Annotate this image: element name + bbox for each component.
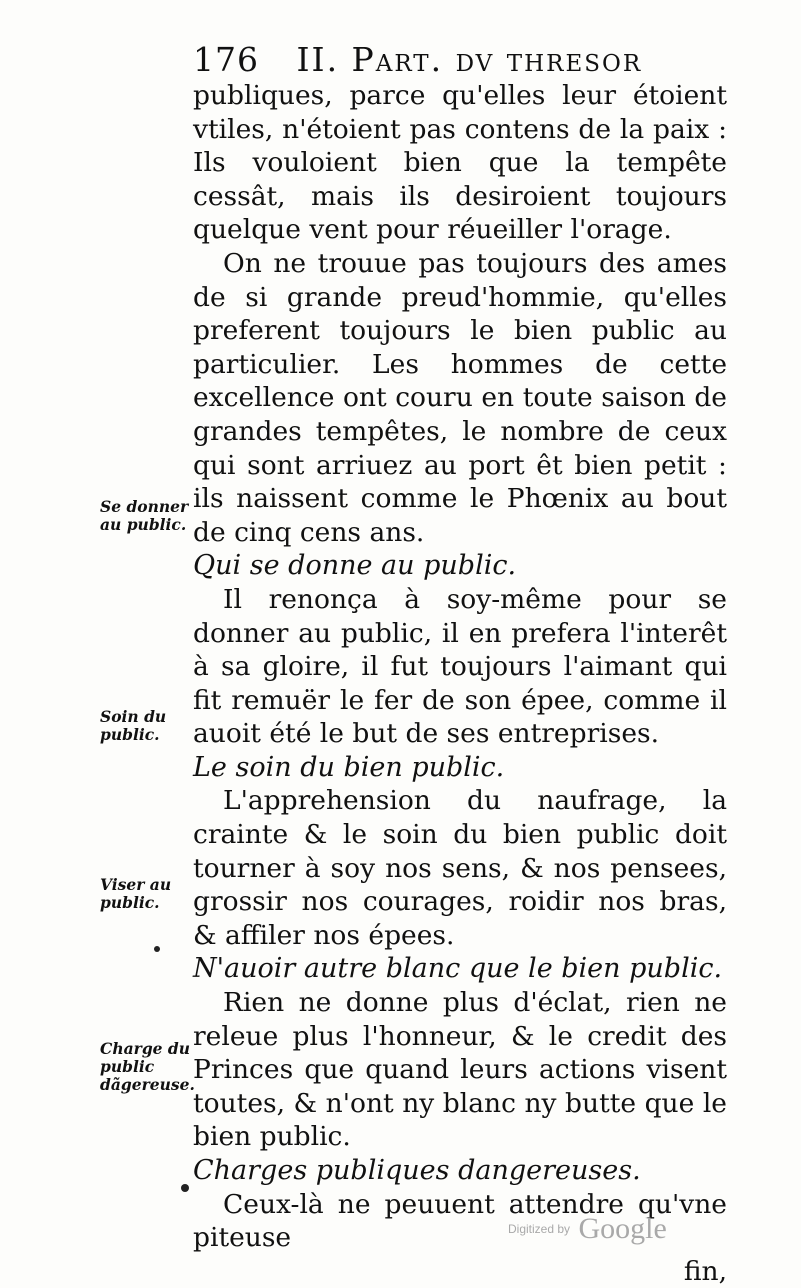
paragraph: On ne trouue pas toujours des ames de si grande preud'hommie, qu'elles preferent toujours le bien public au particulier. Les hommes de cette excellence ont couru en toute saison de grandes tempêtes, le nombre de ceux qui sont arriuez au port êt bien petit : ils naissent comme le Phœnix au bout de cinq cens ans. [193, 247, 727, 548]
margin-note: Se donner au public. [100, 497, 189, 534]
margin-note: Soin du public. [100, 707, 167, 744]
paragraph: L'apprehension du naufrage, la crainte & le soin du bien public doit tourner à soy nos sens, & nos pensees, grossir nos courages, roidir nos bras, & affiler nos épees. [193, 785, 727, 951]
margin-note: Viser au public. [100, 875, 172, 912]
margin-note: Charge du public dãgereuse. [100, 1039, 195, 1094]
watermark-prefix: Digitized by [508, 1222, 571, 1236]
running-title: II. Part. dv thresor [296, 40, 643, 79]
section-heading: Qui se donne au public. [193, 550, 517, 582]
section-heading: Charges publiques dangereuses. [193, 1155, 641, 1186]
paragraph-continuation: publiques, parce qu'elles leur étoient vtiles, n'étoient pas contens de la paix : Ils vouloient bien que la tempête cessât, mais ils desiroient toujours quelque vent pour réueiller l'orage. [193, 80, 727, 246]
section-heading: Le soin du bien public. [193, 751, 505, 783]
page-number: 176 [193, 40, 259, 79]
running-header [193, 40, 733, 80]
google-logo: Google [578, 1212, 667, 1245]
ink-speck [154, 946, 160, 952]
section-heading: N'auoir autre blanc que le bien public. [193, 953, 723, 985]
ink-speck [181, 1184, 189, 1192]
paragraph: Ceux-là ne peuuent attendre qu'vne piteuse [193, 1188, 727, 1254]
digitized-watermark [508, 1212, 678, 1252]
paragraph: Rien ne donne plus d'éclat, rien ne releue plus l'honneur, & le credit des Princes que quand leurs actions visent toutes, & n'ont ny blanc ny butte que le bien public. [193, 987, 727, 1153]
page-body [193, 79, 727, 1288]
paragraph: Il renonça à soy-même pour se donner au public, il en prefera l'interêt à sa gloire, il fut toujours l'aimant qui fit remuër le fer de son épee, comme il auoit été le but de ses entreprises. [193, 583, 727, 750]
catchword: fin, [683, 1255, 727, 1287]
